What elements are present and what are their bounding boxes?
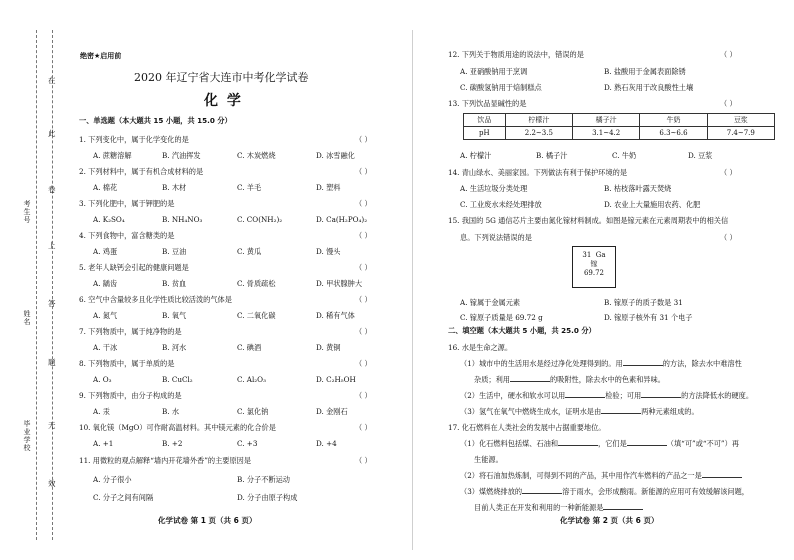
question-9: 9. 下列物质中，由分子构成的是 bbox=[79, 391, 182, 400]
fill-line: （1）城市中的生活用水是经过净化处理得到的。用 的方法，除去水中难溶性 bbox=[460, 359, 742, 368]
page-divider bbox=[412, 30, 413, 550]
fill-line: （1）化石燃料包括煤、石油和 ，它们是 （填“可”或“不可”）再 bbox=[460, 439, 739, 448]
option: A. 汞 bbox=[93, 407, 110, 416]
option: C. 镓原子质量是 69.72 g bbox=[460, 313, 543, 322]
name-label: 姓名 bbox=[23, 310, 31, 326]
table-cell: pH bbox=[464, 127, 506, 140]
confidential-mark: 绝密★启用前 bbox=[80, 52, 122, 60]
table-cell: 3.1~4.2 bbox=[573, 127, 640, 140]
answer-bracket: （ ） bbox=[355, 327, 372, 336]
seal-char: 卷 bbox=[48, 185, 56, 194]
question-6: 6. 空气中含量较多且化学性质比较活泼的气体是 bbox=[79, 295, 232, 304]
option: D. 农业上大量施用农药、化肥 bbox=[604, 200, 701, 209]
option: B. 分子不断运动 bbox=[237, 475, 290, 484]
option: C. 黄瓜 bbox=[237, 247, 262, 256]
seal-char: 无 bbox=[48, 421, 56, 430]
table-cell: 2.2~3.5 bbox=[505, 127, 572, 140]
question-8: 8. 下列物质中，属于单质的是 bbox=[79, 359, 175, 368]
option: C. +3 bbox=[237, 439, 258, 448]
fill-line: 生能源。 bbox=[474, 455, 503, 464]
seal-char: 在 bbox=[48, 76, 56, 85]
seal-char: 答 bbox=[48, 299, 56, 308]
fill-line: 杂质；利用 的吸附性，除去水中的色素和异味。 bbox=[474, 375, 665, 384]
option: A. 柠檬汁 bbox=[460, 151, 492, 160]
seal-char: 此 bbox=[48, 129, 56, 138]
question-14: 14. 青山绿水、美丽家园。下列做法有利于保护环境的是 bbox=[448, 168, 628, 177]
option: D. 分子由原子构成 bbox=[237, 493, 298, 502]
option: B. CuCl₂ bbox=[162, 375, 193, 384]
option: D. C₂H₅OH bbox=[316, 375, 356, 384]
answer-bracket: （ ） bbox=[355, 391, 372, 400]
answer-bracket: （ ） bbox=[355, 231, 372, 240]
option: B. 氧气 bbox=[162, 311, 187, 320]
option: B. 河水 bbox=[162, 343, 187, 352]
question-11: 11. 用微粒的观点解释“墙内开花墙外香”的主要原因是 bbox=[79, 456, 252, 465]
subject-title: 化 学 bbox=[204, 93, 243, 109]
answer-bracket: （ ） bbox=[355, 199, 372, 208]
table-cell: 饮品 bbox=[464, 114, 506, 127]
option: B. 盐酸用于金属表面除锈 bbox=[604, 67, 686, 76]
table-cell: 柠檬汁 bbox=[505, 114, 572, 127]
answer-bracket: （ ） bbox=[355, 263, 372, 272]
option: C. 分子之间有间隔 bbox=[93, 493, 154, 502]
option: C. 碘酒 bbox=[237, 343, 262, 352]
option: C. 牛奶 bbox=[612, 151, 637, 160]
option: A. 龋齿 bbox=[93, 279, 118, 288]
section-heading: 二、填空题（本大题共 5 小题，共 25.0 分） bbox=[448, 326, 596, 335]
option: C. 羊毛 bbox=[237, 183, 262, 192]
periodic-element-card bbox=[572, 246, 616, 288]
atomic-mass: 69.72 bbox=[583, 269, 605, 277]
answer-bracket: （ ） bbox=[720, 168, 737, 177]
option: A. O₃ bbox=[93, 375, 112, 384]
option: B. 木材 bbox=[162, 183, 187, 192]
fill-line: （3）煤燃烧排放的 溶于雨水，会形成酸雨。新能源的应用可有效缓解该问题， bbox=[460, 487, 749, 496]
answer-bracket: （ ） bbox=[355, 135, 372, 144]
ph-table-row bbox=[464, 127, 775, 140]
option: D. 塑料 bbox=[316, 183, 341, 192]
element-name: 镓 bbox=[590, 260, 598, 268]
page-footer: 化学试卷 第 1 页（共 6 页） bbox=[158, 516, 257, 525]
question-13: 13. 下列饮品显碱性的是 bbox=[448, 99, 527, 108]
question-17: 17. 化石燃料在人类社会的发展中占据重要地位。 bbox=[448, 423, 606, 432]
section-heading: 一、单选题（本大题共 15 小题，共 15.0 分） bbox=[79, 116, 232, 125]
option: B. +2 bbox=[162, 439, 183, 448]
option: B. 汽油挥发 bbox=[162, 151, 201, 160]
question-15: 15. 我国的 5G 通信芯片主要由氮化镓材料制成。如图是镓元素在元素周期表中的相关信 bbox=[448, 216, 729, 225]
option: A. 分子很小 bbox=[93, 475, 132, 484]
exam-title: 2020 年辽宁省大连市中考化学试卷 bbox=[134, 71, 309, 84]
ph-table bbox=[463, 113, 775, 140]
fill-line: （3）氢气在氧气中燃烧生成水，证明水是由 两种元素组成的。 bbox=[460, 407, 699, 416]
option: B. 豆油 bbox=[162, 247, 187, 256]
question-15-cont: 息。下列说法错误的是 bbox=[460, 233, 532, 242]
question-2: 2. 下列材料中，属于有机合成材料的是 bbox=[79, 167, 204, 176]
fill-line: 目前人类正在开发和利用的一种新能源是 bbox=[474, 503, 643, 512]
option: D. 馒头 bbox=[316, 247, 341, 256]
seal-char: 上 bbox=[48, 241, 56, 250]
seal-char: 题 bbox=[48, 358, 56, 367]
option: D. 冰雪融化 bbox=[316, 151, 355, 160]
question-10: 10. 氧化镁（MgO）可作耐高温材料。其中镁元素的化合价是 bbox=[79, 423, 276, 432]
binding-dashed-line bbox=[36, 30, 37, 540]
option: A. 镓属于金属元素 bbox=[460, 298, 521, 307]
page-footer: 化学试卷 第 2 页（共 6 页） bbox=[560, 516, 659, 525]
answer-bracket: （ ） bbox=[720, 50, 737, 59]
seal-char: 效 bbox=[48, 479, 56, 488]
fill-line: （2）生活中，硬水和软水可以用 检验；可用 的方法降低水的硬度。 bbox=[460, 391, 754, 400]
option: B. NH₄NO₃ bbox=[162, 215, 203, 224]
option: A. +1 bbox=[93, 439, 114, 448]
option: D. 豆浆 bbox=[688, 151, 713, 160]
table-cell: 牛奶 bbox=[640, 114, 707, 127]
option: C. 碳酸氢钠用于焙制糕点 bbox=[460, 83, 542, 92]
option: C. 木炭燃烧 bbox=[237, 151, 276, 160]
answer-bracket: （ ） bbox=[720, 99, 737, 108]
option: B. 橘子汁 bbox=[536, 151, 568, 160]
option: A. 氮气 bbox=[93, 311, 118, 320]
option: A. 棉花 bbox=[93, 183, 118, 192]
option: B. 枯枝落叶露天焚烧 bbox=[604, 184, 672, 193]
option: D. 金刚石 bbox=[316, 407, 348, 416]
fill-line: （2）将石油加热炼制，可得到不同的产品，其中用作汽车燃料的产品之一是 bbox=[460, 471, 742, 480]
option: D. Ca(H₂PO₄)₂ bbox=[316, 215, 368, 224]
table-cell: 豆浆 bbox=[707, 114, 774, 127]
option: A. 鸡蛋 bbox=[93, 247, 118, 256]
table-cell: 橘子汁 bbox=[573, 114, 640, 127]
option: B. 水 bbox=[162, 407, 180, 416]
option: A. 蔗糖溶解 bbox=[93, 151, 132, 160]
option: A. 亚硝酸钠用于烹调 bbox=[460, 67, 528, 76]
table-cell: 6.3~6.6 bbox=[640, 127, 707, 140]
option: D. +4 bbox=[316, 439, 337, 448]
binding-margin bbox=[0, 0, 72, 560]
option: B. 贫血 bbox=[162, 279, 187, 288]
school-label: 毕业学校 bbox=[23, 420, 31, 452]
answer-bracket: （ ） bbox=[355, 359, 372, 368]
option: C. 氯化钠 bbox=[237, 407, 269, 416]
question-1: 1. 下列变化中，属于化学变化的是 bbox=[79, 135, 189, 144]
question-3: 3. 下列化肥中，属于钾肥的是 bbox=[79, 199, 175, 208]
option: A. 干冰 bbox=[93, 343, 118, 352]
option: C. CO(NH₂)₂ bbox=[237, 215, 283, 224]
option: B. 镓原子的质子数是 31 bbox=[604, 298, 683, 307]
atomic-number: 31 bbox=[582, 251, 592, 259]
table-cell: 7.4~7.9 bbox=[707, 127, 774, 140]
option: A. K₂SO₄ bbox=[93, 215, 125, 224]
answer-bracket: （ ） bbox=[355, 456, 372, 465]
option: D. 镓原子核外有 31 个电子 bbox=[604, 313, 693, 322]
answer-bracket: （ ） bbox=[355, 167, 372, 176]
option: C. 骨质疏松 bbox=[237, 279, 276, 288]
option: D. 稀有气体 bbox=[316, 311, 355, 320]
student-id-label: 考生号 bbox=[23, 200, 31, 224]
option: A. 生活垃圾分类处理 bbox=[460, 184, 528, 193]
binding-dashed-line bbox=[52, 30, 53, 540]
ph-table-header bbox=[464, 114, 775, 127]
question-4: 4. 下列食物中，富含糖类的是 bbox=[79, 231, 175, 240]
answer-bracket: （ ） bbox=[720, 233, 737, 242]
question-16: 16. 水是生命之源。 bbox=[448, 343, 513, 352]
question-7: 7. 下列物质中，属于纯净物的是 bbox=[79, 327, 182, 336]
option: C. 工业废水未经处理排放 bbox=[460, 200, 542, 209]
option: C. 二氧化碳 bbox=[237, 311, 276, 320]
question-12: 12. 下列关于物质用途的说法中，错误的是 bbox=[448, 50, 584, 59]
answer-bracket: （ ） bbox=[355, 295, 372, 304]
option: C. Al₂O₃ bbox=[237, 375, 266, 384]
option: D. 熟石灰用于改良酸性土壤 bbox=[604, 83, 694, 92]
option: D. 黄铜 bbox=[316, 343, 341, 352]
answer-bracket: （ ） bbox=[355, 423, 372, 432]
question-5: 5. 老年人缺钙会引起的健康问题是 bbox=[79, 263, 189, 272]
option: D. 甲状腺肿大 bbox=[316, 279, 363, 288]
element-symbol: Ga bbox=[595, 251, 606, 259]
